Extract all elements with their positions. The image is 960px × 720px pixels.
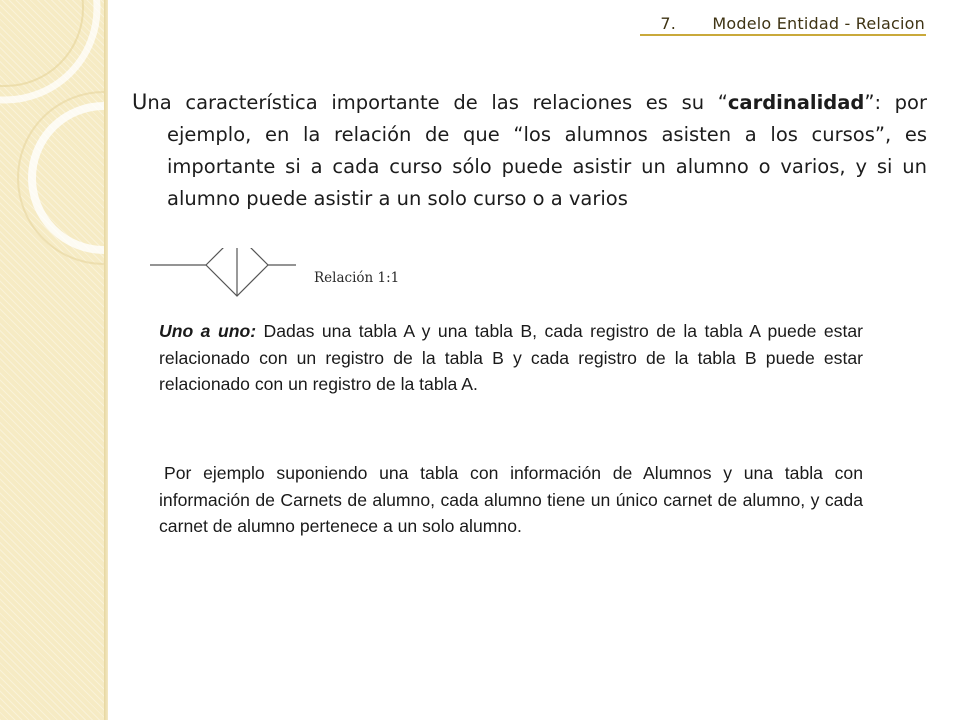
header-underline — [640, 34, 926, 36]
cardinality-paragraph — [132, 86, 927, 215]
decorative-circles-graphic — [0, 0, 104, 720]
section-header — [660, 14, 925, 33]
cardinality-keyword: cardinalidad — [727, 91, 865, 114]
paragraph-rest: ”: por ejemplo, en la relación de que “los alumnos asisten a los cursos”, es importante si a cada curso sólo puede asistir un alumno o varios, y si un alumno puede asistir a un solo curso o a varios — [167, 91, 928, 210]
decorative-side-band — [0, 0, 104, 720]
section-number: 7. — [660, 14, 677, 33]
one-to-one-text: Dadas una tabla A y una tabla B, cada registro de la tabla A puede estar relacionado con un registro de la tabla B y cada registro de la tabla B puede estar relacionado con un registro de la tabla A. — [159, 321, 863, 394]
section-title: Modelo Entidad - Relacion — [712, 14, 925, 33]
paragraph-first-letter: U — [132, 90, 148, 114]
one-to-one-definition — [159, 318, 863, 398]
one-to-one-term: Uno a uno: — [159, 321, 257, 341]
example-paragraph — [159, 460, 863, 540]
relation-label: Relación 1:1 — [314, 270, 400, 286]
side-band-edge — [104, 0, 108, 720]
paragraph-intro: na característica importante de las relaciones es su “ — [147, 91, 728, 114]
example-text: Por ejemplo suponiendo una tabla con información de Alumnos y una tabla con información de Carnets de alumno, cada alumno tiene un único carnet de alumno, y cada carnet de alumno pertenece a un solo alumno. — [159, 463, 863, 536]
